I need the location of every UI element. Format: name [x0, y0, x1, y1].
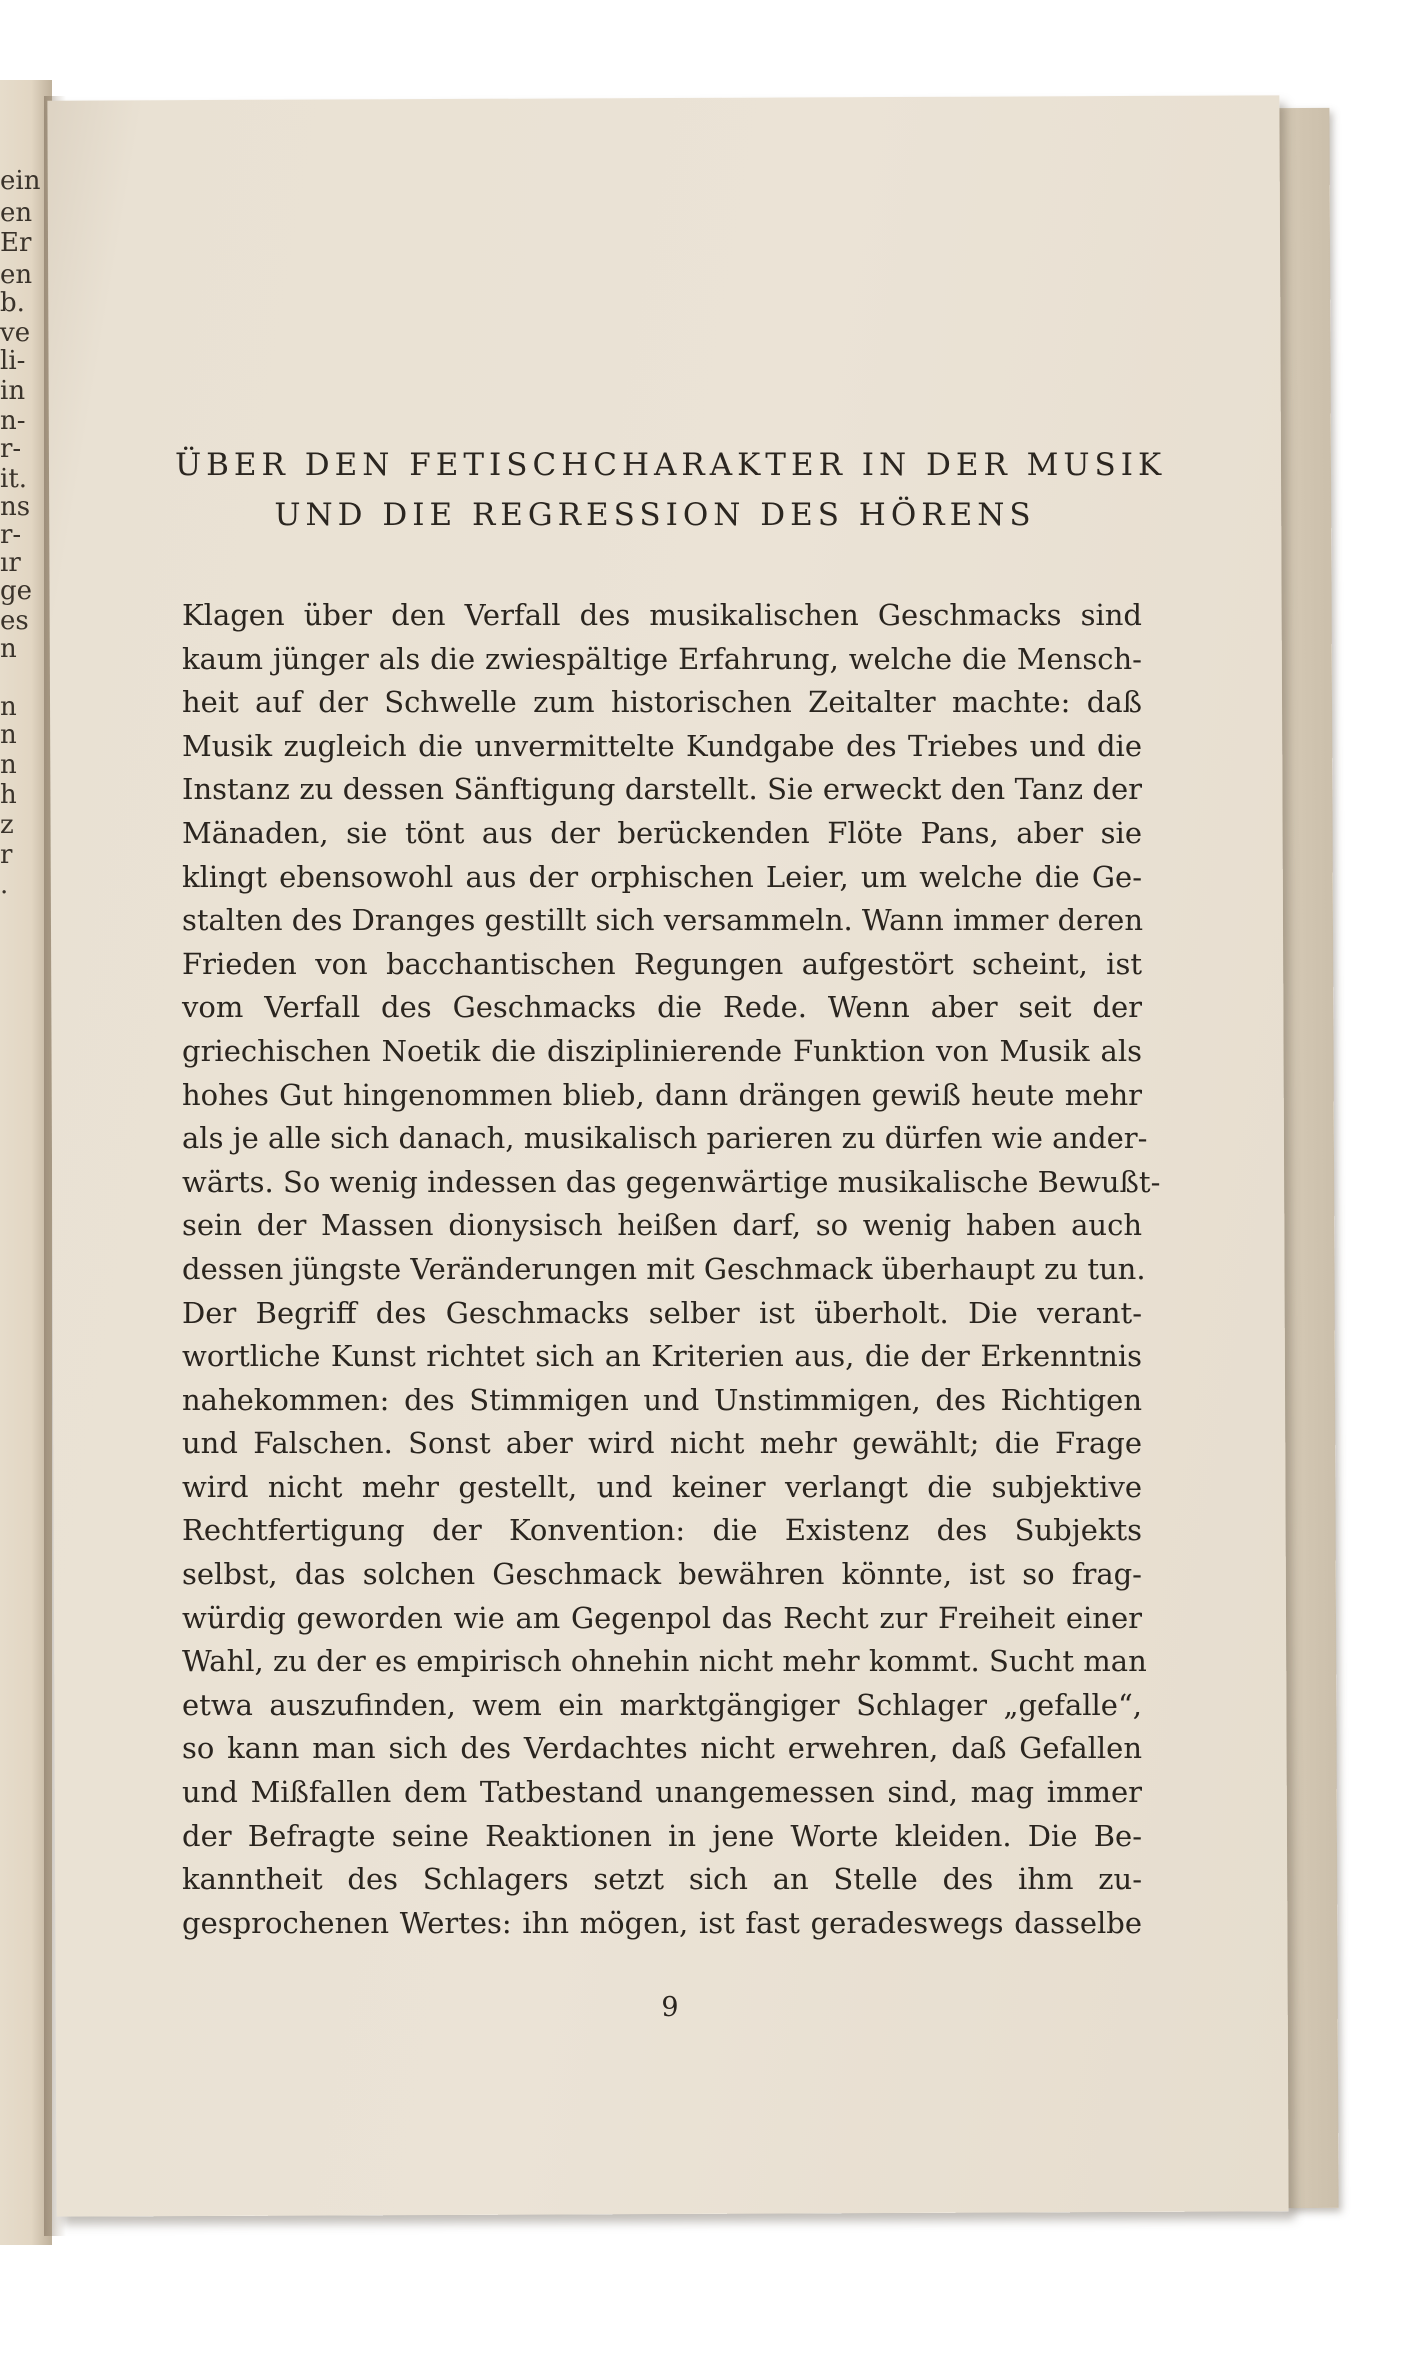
chapter-title [175, 440, 1167, 540]
facing-page-fragment: in [0, 376, 26, 406]
body-line: selbst, das solchen Geschmack bewähren könnte, ist so frag- [182, 1557, 1142, 1592]
facing-page-fragment: b. [0, 288, 25, 318]
body-line: griechischen Noetik die disziplinierende Funktion von Musik als [182, 1033, 1142, 1068]
facing-page-fragment: li- [0, 346, 26, 376]
facing-page-fragment: n [0, 720, 17, 750]
body-line: Instanz zu dessen Sänftigung darstellt. Sie erweckt den Tanz der [182, 772, 1142, 807]
body-line: Wahl, zu der es empirisch ohnehin nicht mehr kommt. Sucht man [182, 1644, 1147, 1679]
body-line: wärts. So wenig indessen das gegenwärtige musikalische Bewußt- [182, 1164, 1161, 1199]
facing-page-fragment: ır [0, 548, 21, 578]
body-line: Frieden von bacchantischen Regungen aufgestört scheint, ist [182, 946, 1142, 981]
body-line: gesprochenen Wertes: ihn mögen, ist fast geradeswegs dasselbe [182, 1905, 1142, 1940]
facing-page-fragment: ns [0, 492, 31, 522]
chapter-title-line: ÜBER DEN FETISCHCHARAKTER IN DER MUSIK [175, 447, 1167, 483]
facing-page-fragment: ve [0, 318, 31, 348]
facing-page-fragment: z [0, 810, 14, 840]
body-text [182, 594, 1161, 1945]
body-line: so kann man sich des Verdachtes nicht erwehren, daß Gefallen [182, 1731, 1142, 1766]
facing-page-fragment: h [0, 780, 17, 810]
chapter-title-line: UND DIE REGRESSION DES HÖRENS [274, 497, 1036, 533]
facing-page-fragment: n [0, 750, 17, 780]
facing-page-fragment: r [0, 840, 13, 870]
body-line: als je alle sich danach, musikalisch parieren zu dürfen wie ander- [182, 1121, 1148, 1156]
facing-page-fragment: it. [0, 464, 28, 494]
body-line: stalten des Dranges gestillt sich versammeln. Wann immer deren [182, 903, 1144, 938]
body-line: kaum jünger als die zwiespältige Erfahrung, welche die Mensch- [182, 641, 1142, 676]
body-line: und Falschen. Sonst aber wird nicht mehr gewählt; die Frage [182, 1426, 1142, 1461]
body-line: Mänaden, sie tönt aus der berückenden Flöte Pans, aber sie [182, 815, 1142, 850]
facing-page-fragment: es [0, 606, 29, 636]
facing-page-fragment: Er [0, 228, 32, 258]
facing-page-fragment: en [0, 260, 33, 290]
body-line: und Mißfallen dem Tatbestand unangemessen sind, mag immer [182, 1775, 1142, 1810]
facing-page-fragment: ein [0, 166, 41, 196]
body-line: vom Verfall des Geschmacks die Rede. Wenn aber seit der [182, 990, 1142, 1025]
facing-page-fragment: r- [0, 434, 22, 464]
body-line: wird nicht mehr gestellt, und keiner verlangt die subjektive [182, 1469, 1142, 1504]
body-line: kanntheit des Schlagers setzt sich an Stelle des ihm zu- [182, 1862, 1142, 1897]
body-line: heit auf der Schwelle zum historischen Zeitalter machte: daß [182, 685, 1142, 720]
facing-page-fragment: n- [0, 406, 26, 436]
body-line: der Befragte seine Reaktionen in jene Worte kleiden. Die Be- [182, 1818, 1142, 1853]
facing-page-fragment: ge [0, 576, 33, 606]
body-line: Klagen über den Verfall des musikalischen Geschmacks sind [182, 598, 1142, 632]
body-line: dessen jüngste Veränderungen mit Geschmack überhaupt zu tun. [182, 1251, 1146, 1286]
body-line: Der Begriff des Geschmacks selber ist überholt. Die verant- [182, 1295, 1142, 1330]
facing-page-fragment: . [0, 870, 9, 900]
facing-page-fragment: r- [0, 520, 22, 550]
body-line: klingt ebensowohl aus der orphischen Leier, um welche die Ge- [182, 859, 1142, 894]
facing-page-fragment: n [0, 692, 17, 722]
body-line: hohes Gut hingenommen blieb, dann drängen gewiß heute mehr [182, 1077, 1142, 1112]
body-line: Musik zugleich die unvermittelte Kundgabe des Triebes und die [182, 728, 1142, 763]
body-line: Rechtfertigung der Konvention: die Existenz des Subjekts [182, 1513, 1142, 1548]
body-line: wortliche Kunst richtet sich an Kriterien aus, die der Erkenntnis [182, 1339, 1142, 1374]
body-line: würdig geworden wie am Gegenpol das Recht zur Freiheit einer [182, 1600, 1142, 1635]
body-line: sein der Massen dionysisch heißen darf, so wenig haben auch [182, 1208, 1142, 1243]
body-line: etwa auszufinden, wem ein marktgängiger Schlager „gefalle“, [182, 1687, 1142, 1722]
page-number: 9 [661, 1992, 679, 2023]
facing-page-fragment: n [0, 634, 17, 664]
facing-page-fragment: en [0, 198, 33, 228]
body-line: nahekommen: des Stimmigen und Unstimmigen, des Richtigen [182, 1382, 1142, 1417]
